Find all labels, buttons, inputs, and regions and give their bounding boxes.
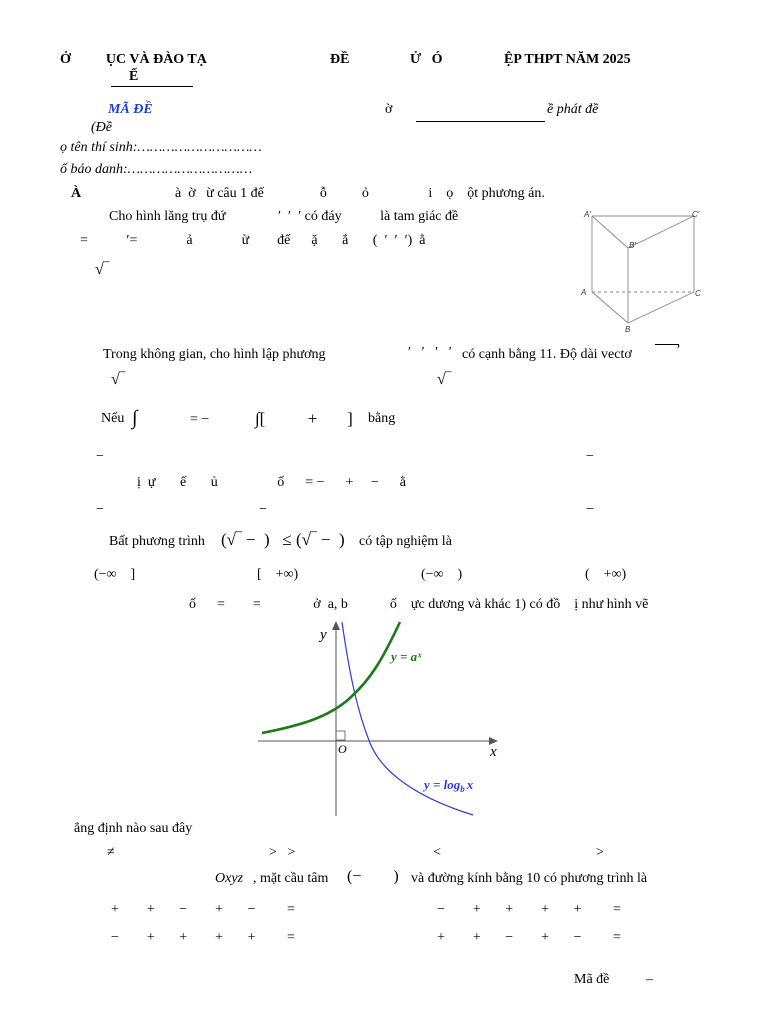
- q7-option-a: + + − + − =: [111, 902, 295, 917]
- q7-option-b: − + + + + =: [437, 902, 621, 917]
- time-label: ờ: [385, 102, 393, 117]
- q7-option-c: − + + + + =: [111, 930, 295, 945]
- label-a1: A′: [584, 210, 591, 219]
- footer-dash: –: [646, 972, 653, 987]
- q2-line1b: có cạnh bằng 11. Độ dài vectơ: [462, 347, 632, 362]
- part1-heading: À: [71, 186, 82, 201]
- q4-option-dash-c: −: [586, 502, 594, 517]
- q2-line1: Trong không gian, cho hình lập phương: [103, 347, 326, 362]
- q5-option-d: ( +∞): [585, 567, 627, 582]
- phat-de: ề phát đề: [547, 102, 599, 117]
- log-curve-label: [422, 777, 474, 794]
- q2-vector-prime: ′: [677, 343, 681, 358]
- q3-integral-2: ∫[ + ]: [255, 409, 353, 428]
- q4-option-dash-a: −: [96, 502, 104, 517]
- origin-label: O: [338, 742, 347, 756]
- header-underline: [111, 86, 193, 87]
- log-curve-label-main: y = log: [424, 777, 461, 792]
- time-underline: [416, 121, 545, 122]
- q1-line1: Cho hình lăng trụ đứ ′ ′ ′ có đáy là tam giác đề: [109, 209, 459, 224]
- candidate-name-line: ọ tên thí sinh:…………………………: [60, 140, 262, 155]
- q5-post: có tập nghiệm là: [359, 534, 452, 549]
- header-middle: ĐỀ: [330, 52, 350, 67]
- q3-equals: = −: [190, 412, 210, 427]
- q3-integral-1: ∫: [132, 407, 138, 429]
- exp-curve-label: y = aˣ: [391, 649, 422, 664]
- q5-pre: Bất phương trình: [109, 534, 205, 549]
- q6-option-c: <: [433, 845, 441, 860]
- q5-option-b: [ +∞): [257, 567, 299, 582]
- q2-primes: ′ ′ ′ ′: [408, 345, 452, 360]
- y-axis-label: y: [320, 627, 327, 643]
- prism-figure: [578, 208, 708, 338]
- exam-code-label: MÃ ĐỀ: [108, 102, 153, 117]
- q3-post: bằng: [368, 411, 396, 426]
- q5-expression: (√‾ − ) ≤ (√‾ − ): [221, 530, 345, 549]
- label-b: B: [625, 325, 631, 334]
- label-c: C: [695, 289, 701, 298]
- q2-option-a: √‾: [111, 371, 126, 388]
- q7-space: Oxyz: [215, 871, 243, 886]
- q7-center: (− ): [347, 868, 399, 885]
- label-b1: B′: [629, 241, 636, 250]
- q7-line: , mặt cầu tâm: [253, 871, 329, 886]
- exam-note: (Đề: [91, 120, 112, 135]
- q3-option-dash-1: −: [96, 449, 104, 464]
- q2-vector-bar: [655, 344, 679, 345]
- q2-option-b: √‾: [437, 371, 452, 388]
- q4-line: ị ự ế ủ ố = − + − ằ: [137, 475, 406, 490]
- header-left: Ở ỤC VÀ ĐÀO TẠ: [60, 52, 207, 67]
- log-curve-label-x: x: [466, 777, 474, 792]
- label-a: A: [581, 288, 587, 297]
- label-c1: C′: [692, 210, 700, 219]
- function-graph: [258, 618, 508, 818]
- candidate-id-line: ố báo danh:…………………………: [60, 162, 253, 177]
- q3-option-dash-2: −: [586, 449, 594, 464]
- q6-line: ố = = ở a, b ố ực dương và khác 1) có đồ ị như hình vẽ: [189, 597, 649, 612]
- q5-option-c: (−∞ ): [421, 567, 463, 582]
- q3-pre: Nếu: [101, 411, 125, 426]
- x-axis-label: x: [490, 744, 497, 760]
- q6-option-b: > >: [269, 845, 296, 860]
- q5-option-a: (−∞ ]: [94, 567, 136, 582]
- q4-option-dash-b: −: [259, 502, 267, 517]
- q6-option-d: >: [596, 845, 604, 860]
- q1-sqrt: √‾: [95, 261, 110, 278]
- footer-code: Mã đề: [574, 972, 610, 987]
- header-middle-2: Ử Ó: [410, 52, 443, 67]
- q7-option-d: + + − + − =: [437, 930, 621, 945]
- q6-ask: ẳng định nào sau đây: [74, 821, 193, 836]
- q6-option-a: ≠: [107, 845, 115, 860]
- q1-line2: = ′= ả ừ đế ặ ắ ( ′ ′ ′) ằ: [80, 233, 426, 248]
- header-left-2: Ế: [129, 69, 139, 84]
- q7-post: và đường kính bằng 10 có phương trình là: [411, 871, 648, 886]
- header-right: ỆP THPT NĂM 2025: [504, 52, 631, 67]
- log-curve-label-base: b: [460, 784, 465, 794]
- part1-instruction: à ờ ừ câu 1 đế ỗ ỏ i ọ ột phương án.: [175, 186, 545, 201]
